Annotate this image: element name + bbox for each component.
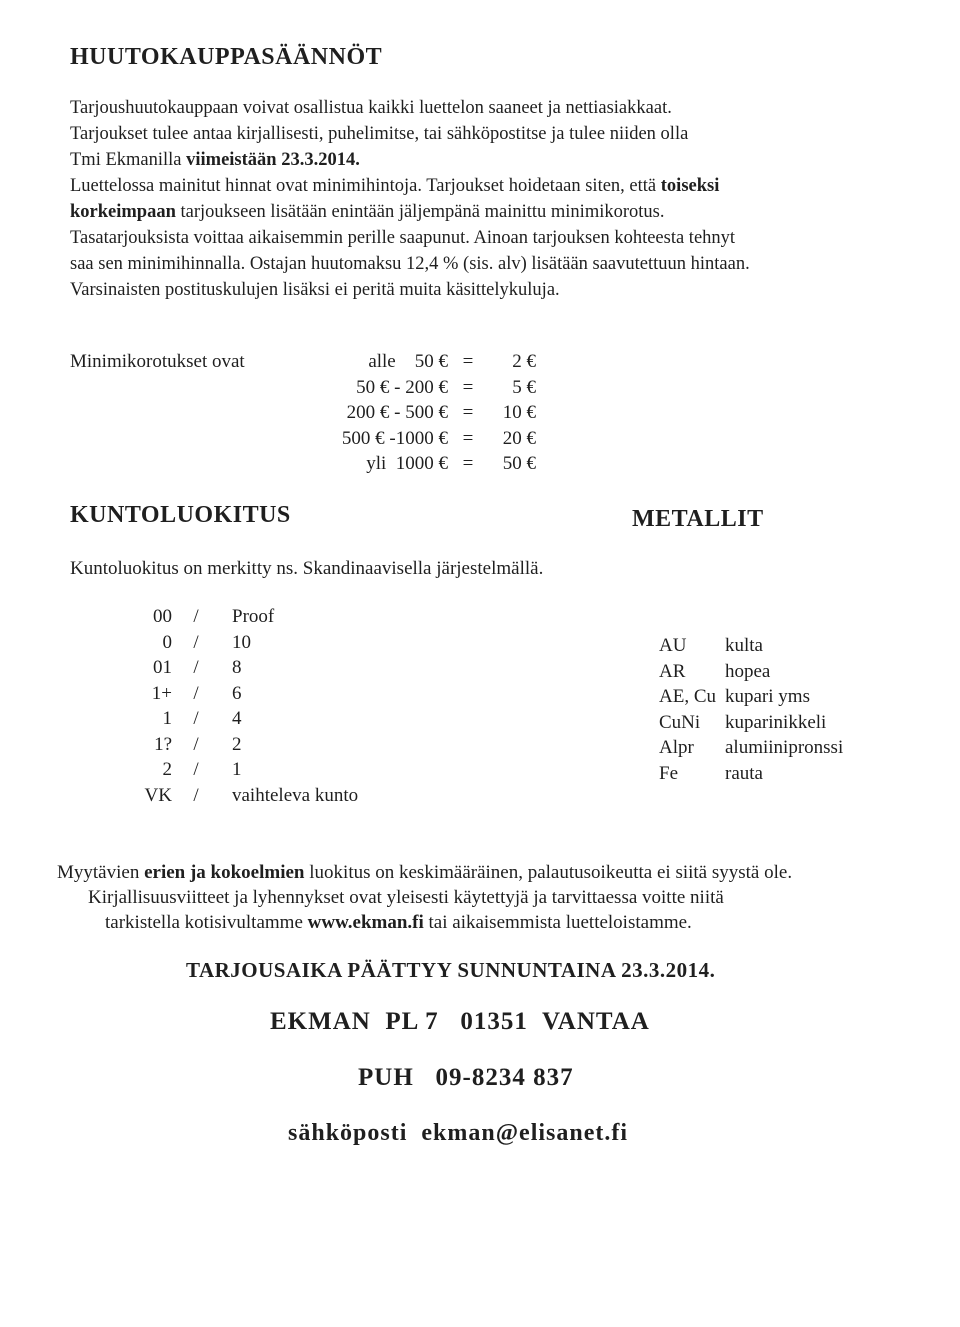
phone-text: PUH 09-8234 837 <box>358 1064 574 1091</box>
notes-text: luokitus on keskimääräinen, palautusoikeutta ei siitä syystä ole. <box>304 862 793 883</box>
notes-line <box>105 910 692 936</box>
metal-row <box>659 710 843 736</box>
metal-name: alumiinipronssi <box>725 737 844 758</box>
condition-code: 1? <box>154 733 172 755</box>
condition-separator: / <box>193 682 199 704</box>
metal-code: AU <box>659 635 687 656</box>
increment-value: 5 € <box>512 376 536 398</box>
increment-value: 2 € <box>512 351 536 372</box>
increment-equals: = <box>462 376 474 398</box>
condition-separator: / <box>193 631 199 653</box>
condition-intro: Kuntoluokitus on merkitty ns. Skandinaavisella järjestelmällä. <box>70 558 544 579</box>
condition-row <box>130 783 358 809</box>
metal-name: rauta <box>725 762 763 784</box>
metal-row <box>659 659 843 685</box>
email-label: sähköposti <box>288 1120 408 1146</box>
rules-line <box>70 173 719 199</box>
rules-emphasis: toiseksi <box>660 176 720 196</box>
condition-row <box>130 655 358 681</box>
rules-line <box>70 199 664 225</box>
rules-line: Tarjoushuutokauppaan voivat osallistua kaikki luettelon saaneet ja nettiasiakkaat. <box>70 98 672 118</box>
condition-row <box>130 604 358 630</box>
notes-line: Kirjallisuusviitteet ja lyhennykset ovat yleisesti käytettyjä ja tarvittaessa voitte niitä <box>88 887 724 908</box>
condition-separator: / <box>193 733 199 755</box>
metal-row <box>659 684 843 710</box>
notes-line <box>57 860 792 886</box>
condition-row <box>130 706 358 732</box>
metal-name: hopea <box>725 660 771 682</box>
increment-row <box>318 349 536 375</box>
increment-value: 10 € <box>502 402 536 423</box>
condition-value: Proof <box>232 606 275 627</box>
increments-table <box>318 349 536 477</box>
metal-name: kulta <box>725 635 763 656</box>
condition-code: VK <box>144 784 172 806</box>
website-link[interactable]: www.ekman.fi <box>307 912 424 933</box>
increment-row <box>318 400 536 426</box>
increment-equals: = <box>462 402 474 423</box>
metal-code: AE, Cu <box>659 686 716 707</box>
condition-separator: / <box>193 708 199 729</box>
increment-value: 20 € <box>502 427 536 449</box>
condition-code: 1 <box>162 708 172 729</box>
condition-code: 2 <box>162 759 172 780</box>
condition-value: vaihteleva kunto <box>232 784 359 806</box>
metal-code: AR <box>659 660 686 682</box>
rules-line: Tarjoukset tulee antaa kirjallisesti, puhelimitse, tai sähköpostitse ja tulee niiden olla <box>70 124 689 144</box>
condition-code: 1+ <box>151 682 172 704</box>
rules-line <box>70 147 360 173</box>
condition-row <box>130 732 358 758</box>
condition-separator: / <box>193 759 199 780</box>
increment-range: alle 50 € <box>368 351 448 372</box>
rules-emphasis: korkeimpaan <box>70 202 176 222</box>
email-link[interactable]: ekman@elisanet.fi <box>421 1120 629 1146</box>
increment-range: 50 € - 200 € <box>356 376 448 398</box>
condition-code: 00 <box>153 606 172 627</box>
metal-name: kuparinikkeli <box>725 711 827 733</box>
metals-table <box>659 633 843 786</box>
increment-range: 500 € -1000 € <box>341 427 448 449</box>
condition-value: 8 <box>232 657 242 678</box>
metal-code: CuNi <box>659 711 701 733</box>
condition-value: 1 <box>232 759 242 780</box>
condition-code: 0 <box>162 631 172 653</box>
condition-separator: / <box>193 657 199 678</box>
rules-text: Luettelossa mainitut hinnat ovat minimihintoja. Tarjoukset hoidetaan siten, että <box>70 176 661 196</box>
increment-row <box>318 451 536 477</box>
metals-heading: METALLIT <box>632 506 764 532</box>
increment-range: yli 1000 € <box>366 453 448 474</box>
metal-name: kupari yms <box>725 686 810 707</box>
increment-equals: = <box>462 427 474 449</box>
rules-text: tarjoukseen lisätään enintään jäljempänä mainittu minimikorotus. <box>175 202 665 222</box>
condition-row <box>130 681 358 707</box>
notes-text: tarkistella kotisivultamme <box>105 912 308 933</box>
increments-label: Minimikorotukset ovat <box>70 351 245 372</box>
condition-separator: / <box>193 784 199 806</box>
increment-equals: = <box>462 453 474 474</box>
notes-emphasis: erien ja kokoelmien <box>144 862 305 883</box>
condition-row <box>130 757 358 783</box>
increment-row <box>318 375 536 401</box>
metal-code: Alpr <box>659 737 694 758</box>
condition-value: 4 <box>232 708 242 729</box>
increment-row <box>318 426 536 452</box>
condition-separator: / <box>193 606 199 627</box>
metal-code: Fe <box>659 762 678 784</box>
notes-text: Myytävien <box>57 862 145 883</box>
increment-equals: = <box>462 351 474 372</box>
condition-value: 10 <box>232 631 251 653</box>
increment-range: 200 € - 500 € <box>346 402 448 423</box>
address-text: EKMAN PL 7 01351 VANTAA <box>270 1008 650 1035</box>
condition-code: 01 <box>153 657 172 678</box>
condition-table <box>130 604 358 808</box>
metal-row <box>659 761 843 787</box>
condition-row <box>130 630 358 656</box>
rules-text: Tmi Ekmanilla <box>70 150 187 170</box>
metal-row <box>659 633 843 659</box>
email-line <box>288 1120 628 1147</box>
rules-line: Varsinaisten postituskulujen lisäksi ei peritä muita käsittelykuluja. <box>70 280 560 300</box>
condition-heading: KUNTOLUOKITUS <box>70 502 291 528</box>
deadline-text: TARJOUSAIKA PÄÄTTYY SUNNUNTAINA 23.3.2014. <box>186 958 716 982</box>
page-title: HUUTOKAUPPASÄÄNNÖT <box>70 44 383 70</box>
increment-value: 50 € <box>502 453 536 474</box>
rules-line: saa sen minimihinnalla. Ostajan huutomaksu 12,4 % (sis. alv) lisätään saavutettuun hintaan. <box>70 254 750 274</box>
metal-row <box>659 735 843 761</box>
deadline-inline: viimeistään 23.3.2014. <box>186 150 360 170</box>
notes-text: tai aikaisemmista luetteloistamme. <box>423 912 692 933</box>
condition-value: 2 <box>232 733 242 755</box>
rules-line: Tasatarjouksista voittaa aikaisemmin perille saapunut. Ainoan tarjouksen kohteesta tehnyt <box>70 228 736 248</box>
condition-value: 6 <box>232 682 242 704</box>
